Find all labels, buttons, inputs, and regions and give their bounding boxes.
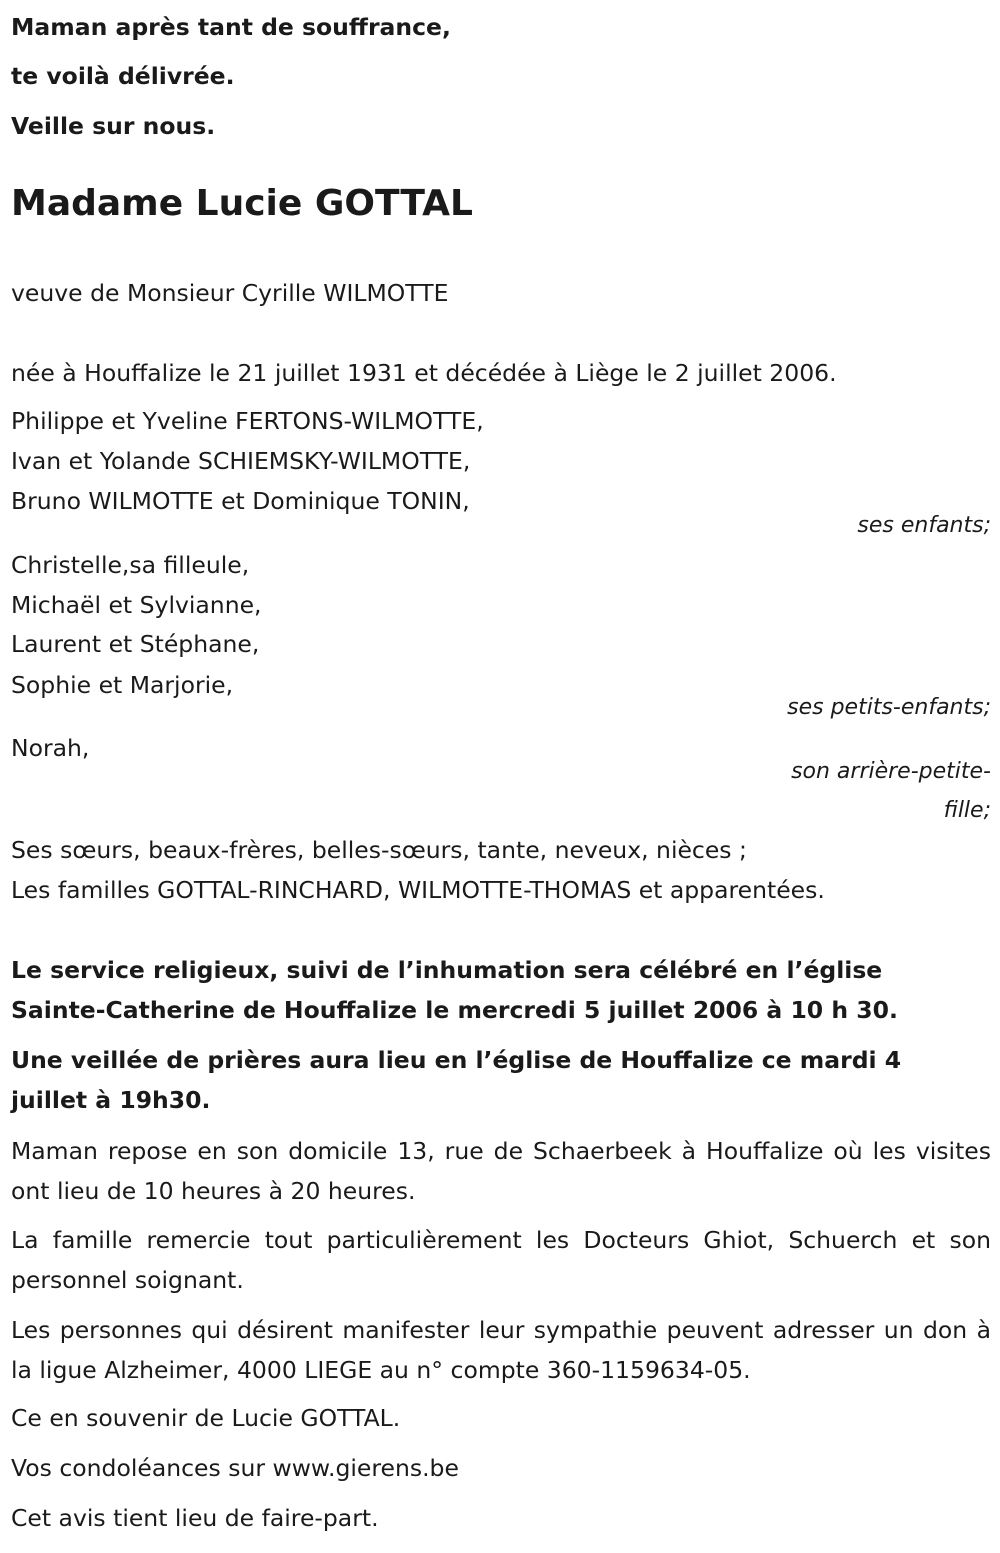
vigil-line-2: juillet à 19h30. (11, 1086, 211, 1114)
grandchild-3: Laurent et Stéphane, (11, 630, 260, 658)
birth-death: née à Houffalize le 21 juillet 1931 et décédée à Liège le 2 juillet 2006. (11, 359, 837, 387)
great-grandchild-role-line-2: fille; (943, 798, 991, 823)
service-line-1: Le service religieux, suivi de l’inhumation sera célébré en l’église (11, 956, 883, 984)
epitaph-line-3: Veille sur nous. (11, 112, 216, 140)
rest-line-2: visites ont lieu de 10 heures à 20 heures. (11, 1137, 991, 1205)
donation-line-2: un don à la ligue Alzheimer, 4000 LIEGE au n° compte 360-1159634-05. (11, 1316, 991, 1384)
family-line-2: Les familles GOTTAL-RINCHARD, WILMOTTE-THOMAS et apparentées. (11, 876, 825, 904)
service-line-2: Sainte-Catherine de Houffalize le mercredi 5 juillet 2006 à 10 h 30. (11, 996, 898, 1024)
epitaph-line-1: Maman après tant de souffrance, (11, 13, 451, 41)
grandchild-4: Sophie et Marjorie, (11, 671, 234, 699)
grandchild-2: Michaël et Sylvianne, (11, 591, 262, 619)
thanks-line-2: et son personnel soignant. (11, 1226, 991, 1294)
child-1: Philippe et Yveline FERTONS-WILMOTTE, (11, 407, 484, 435)
notice-line: Cet avis tient lieu de faire-part. (11, 1504, 379, 1532)
rest-paragraph (11, 1131, 991, 1211)
condolences-line: Vos condoléances sur www.gierens.be (11, 1454, 459, 1482)
rest-line-1: Maman repose en son domicile 13, rue de Schaerbeek à Houffalize où les (11, 1137, 906, 1165)
deceased-name: Madame Lucie GOTTAL (11, 183, 473, 224)
widow-of: veuve de Monsieur Cyrille WILMOTTE (11, 279, 449, 307)
family-line-1: Ses sœurs, beaux-frères, belles-sœurs, tante, neveux, nièces ; (11, 836, 747, 864)
great-grandchild: Norah, (11, 734, 90, 762)
memory-line: Ce en souvenir de Lucie GOTTAL. (11, 1404, 401, 1432)
thanks-paragraph (11, 1220, 991, 1300)
great-grandchild-role-line-1: son arrière-petite- (791, 759, 991, 784)
donation-line-1: Les personnes qui désirent manifester leur sympathie peuvent adresser (11, 1316, 875, 1344)
epitaph-line-2: te voilà délivrée. (11, 62, 235, 90)
grandchild-1: Christelle,sa filleule, (11, 551, 250, 579)
grandchildren-role: ses petits-enfants; (787, 695, 991, 720)
donation-paragraph (11, 1310, 991, 1390)
child-3: Bruno WILMOTTE et Dominique TONIN, (11, 487, 470, 515)
child-2: Ivan et Yolande SCHIEMSKY-WILMOTTE, (11, 447, 471, 475)
vigil-line-1: Une veillée de prières aura lieu en l’église de Houffalize ce mardi 4 (11, 1046, 902, 1074)
children-role: ses enfants; (857, 513, 991, 538)
thanks-line-1: La famille remercie tout particulièrement les Docteurs Ghiot, Schuerch (11, 1226, 898, 1254)
